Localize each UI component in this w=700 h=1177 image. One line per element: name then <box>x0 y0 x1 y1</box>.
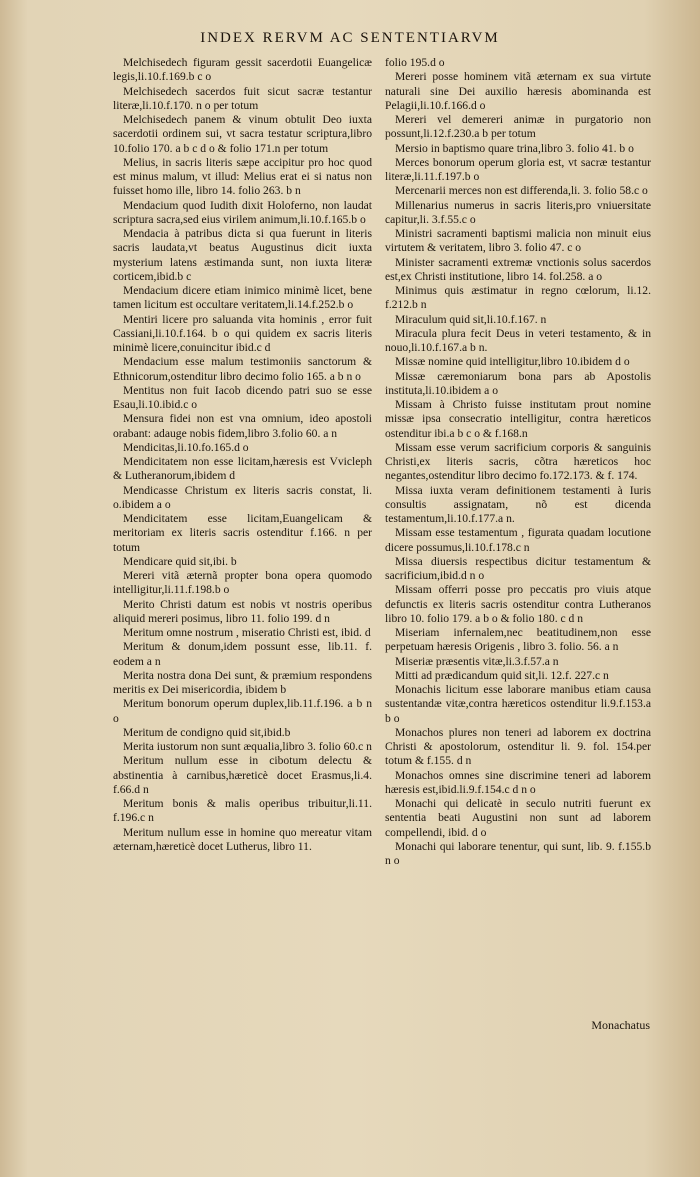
catchword: Monachatus <box>591 1018 650 1032</box>
index-entry: Minister sacramenti extremæ vnctionis solus sacerdos est,ex Christi institutione, libro 14. fol.258. a o <box>385 255 651 283</box>
index-entry: Mercenarii merces non est differenda,li. 3. folio 58.c o <box>395 184 648 198</box>
index-entry: Missa iuxta veram definitionem testamenti à Iuris consultis assignatam, nõ est dicenda testamentum,li.10.f.177.a n. <box>385 483 651 525</box>
index-entry: Mendicitatem non esse licitam,hæresis est Vvicleph & Lutheranorum,ibidem d <box>113 455 372 483</box>
index-entry: Monachis licitum esse laborare manibus etiam causa sustentandæ vitæ,contra hæreticos ostenditur li.9.f.153.a b o <box>385 683 651 725</box>
index-entry: Miseriæ præsentis vitæ,li.3.f.57.a n <box>395 654 559 668</box>
index-entry: Ministri sacramenti baptismi malicia non minuit eius virtutem & veritatem, libro 3. folio 47. c o <box>385 227 651 255</box>
index-entry: Missa diuersis respectibus dicitur testamentum & sacrificium,ibid.d n o <box>385 554 651 582</box>
index-entry: Miracula plura fecit Deus in veteri testamento, & in nouo,li.10.f.167.a b n. <box>385 326 651 354</box>
index-entry: Miseriam infernalem,nec beatitudinem,non esse perpetuam hæresis Origenis , libro 3. folio. 56. a n <box>385 626 651 654</box>
index-entry: Mendicasse Christum ex literis sacris constat, li. o.ibidem a o <box>113 483 372 511</box>
index-entry: Missam à Christo fuisse institutam prout nomine missæ ipsa consecratio intelligitur, contra hæreticos ostenditur ibi.a b c o & f.168.n <box>385 398 651 440</box>
index-entry: Meritum nullum esse in cibotum delectu & abstinentia à carnibus,hæreticè docet Erasmus,li.4. f.66.d n <box>113 754 372 796</box>
index-entry: Monachi qui delicatè in seculo nutriti fuerunt ex sententia beati Augustini non sunt ad laborem compellendi, ibid. d o <box>385 797 651 839</box>
running-header: INDEX RERVM AC SENTENTIARVM <box>200 30 500 46</box>
index-entry: Melius, in sacris literis sæpe accipitur pro hoc quod est minus malum, vt illud: Melius erat ei si natus non fuisset homo ille, libro 14. folio 263. b n <box>113 155 372 198</box>
index-entry: Monachos plures non teneri ad laborem ex doctrina Christi & apostolorum, ostenditur li. 9. fol. 154.per totum & f.155. d n <box>385 725 651 768</box>
index-entry: Mendicitas,li.10.fo.165.d o <box>123 440 249 454</box>
index-entry: Mendacium esse malum testimoniis sanctorum & Ethnicorum,ostenditur libro decimo folio 165. a b n o <box>113 355 372 383</box>
index-entry: Monachi qui laborare tenentur, qui sunt, lib. 9. f.155.b n o <box>385 839 651 867</box>
right-column <box>385 56 651 868</box>
index-entry: Mersio in baptismo quare trina,libro 3. folio 41. b o <box>395 141 634 155</box>
index-entry: Meritum & donum,idem possunt esse, lib.11. f. eodem a n <box>113 640 372 668</box>
index-entry: Missæ nomine quid intelligitur,libro 10.ibidem d o <box>395 355 630 369</box>
index-entry: Mentiri licere pro saluanda vita hominis , error fuit Cassiani,li.10.f.164. b o qui quidem ex sacris literis minimè licere,conuincitur ibid.c d <box>113 312 372 354</box>
index-entry: Missam esse testamentum , figurata quadam locutione dicere possumus,li.10.f.178.c n <box>385 526 651 554</box>
index-entry: Mendacia à patribus dicta si qua fuerunt in literis sacris laudata,vt beatus Augustinus dicit iuxta mysterium latens æstimanda sunt, non iuxta literæ corticem,ibid.b c <box>113 227 372 283</box>
left-column <box>113 56 372 854</box>
index-entry: Merito Christi datum est nobis vt nostris operibus aliquid mereri posimus, libro 11. folio 199. d n <box>113 597 372 625</box>
index-entry: Meritum bonis & malis operibus tribuitur,li.11. f.196.c n <box>113 797 372 825</box>
index-entry: Missam offerri posse pro peccatis pro viuis atque defunctis ex literis sacris ostenditur contra Lutheranos libro 10. folio 179. a b o & folio 180. c d n <box>385 583 651 625</box>
index-entry: Melchisedech panem & vinum obtulit Deo iuxta sacerdotii ordinem sui, vt sacra testatur scriptura,libro 10.folio 170. a b c d o & folio 171.n per totum <box>113 113 372 155</box>
index-entry: Meritum omne nostrum , miseratio Christi est, ibid. d <box>123 626 371 639</box>
index-entry: Millenarius numerus in sacris literis,pro vniuersitate capitur,li. 3.f.55.c o <box>385 198 651 226</box>
index-entry: Mensura fidei non est vna omnium, ideo apostoli orabant: adauge nobis fidem,libro 3.folio 60. a n <box>113 412 372 440</box>
index-entry: Mendicitatem esse licitam,Euangelicam & meritoriam ex literis sacris ostenditur f.166. n per totum <box>113 512 372 554</box>
index-entry: Merita nostra dona Dei sunt, & præmium respondens meritis ex Dei misericordia, ibidem b <box>113 668 372 696</box>
index-entry: Mentitus non fuit Iacob dicendo patri suo se esse Esau,li.10.ibid.c o <box>113 383 372 411</box>
index-entry: Missæ cæremoniarum bona pars ab Apostolis instituta,li.10.ibidem a o <box>385 369 651 397</box>
index-entry: Mereri vitã æternã propter bona opera quomodo intelligitur,li.11.f.198.b o <box>113 569 372 597</box>
index-entry: Mendacium quod Iudith dixit Holoferno, non laudat scriptura sacra,sed eius virilem animum,li.10.f.165.b o <box>113 198 372 226</box>
index-entry: Merces bonorum operum gloria est, vt sacræ testantur literæ,li.11.f.197.b o <box>385 155 651 183</box>
index-entry: Minimus quis æstimatur in regno cœlorum, li.12. f.212.b n <box>385 284 651 312</box>
index-entry: Mendicare quid sit,ibi. b <box>123 554 237 568</box>
index-entry: Missam esse verum sacrificium corporis & sanguinis Christi,ex literis sacris, cõtra hæreticos hoc negantes,ostenditur libro decimo fo.172.173. & f. 174. <box>385 440 651 483</box>
index-entry: Melchisedech sacerdos fuit sicut sacræ testantur literæ,li.10.f.170. n o per totum <box>113 84 372 112</box>
index-entry: Mereri posse hominem vitã æternam ex sua virtute naturali sine Dei auxilio hæresis abominanda est Pelagii,li.10.f.166.d o <box>385 70 651 112</box>
index-entry: Mereri vel demereri animæ in purgatorio non possunt,li.12.f.230.a b per totum <box>385 113 651 141</box>
index-entry: Melchisedech figuram gessit sacerdotii Euangelicæ legis,li.10.f.169.b c o <box>113 56 372 84</box>
index-entry: Meritum de condigno quid sit,ibid.b <box>123 725 291 739</box>
index-entry: Mendacium dicere etiam inimico minimè licet, bene tamen licitum est occultare veritatem,li.14.f.252.b o <box>113 284 372 312</box>
index-entry: Mitti ad prædicandum quid sit,li. 12.f. 227.c n <box>395 668 609 682</box>
index-entry: Meritum bonorum operum duplex,lib.11.f.196. a b n o <box>113 697 372 725</box>
index-entry: Meritum nullum esse in homine quo mereatur vitam æternam,hæreticè docet Lutherus, libro 11. <box>113 825 372 853</box>
index-entry: Monachos omnes sine discrimine teneri ad laborem hæresis est,ibid.li.9.f.154.c d n o <box>385 768 651 796</box>
right-column-continuation: folio 195.d o <box>385 56 445 69</box>
index-entry: Merita iustorum non sunt æqualia,libro 3. folio 60.c n <box>123 740 372 753</box>
index-entry: Miraculum quid sit,li.10.f.167. n <box>395 312 547 326</box>
